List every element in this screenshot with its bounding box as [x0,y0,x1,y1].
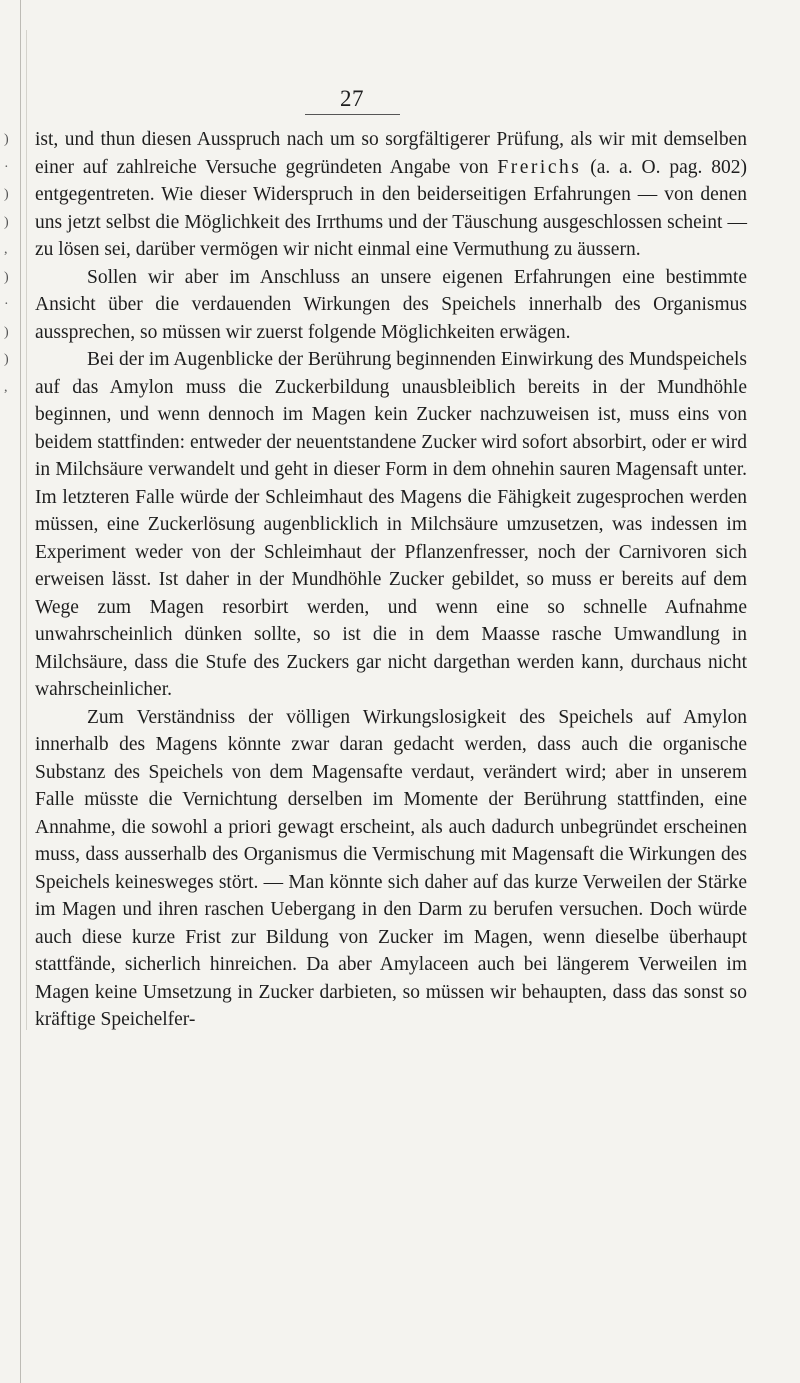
paragraph-4: Zum Verständniss der völligen Wirkungslosigkeit des Speichels auf Amylon innerhalb des Magens könnte zwar daran gedacht werden, dass auch die organische Substanz des Speichels von dem Magensafte verdaut, verändert wird; aber in unserem Falle müsste die Vernichtung derselben im Momente der Berührung stattfinden, eine Annahme, die sowohl a priori gewagt erscheint, als auch dadurch unbegründet erscheinen muss, dass ausserhalb des Organismus die Vermischung mit Magensaft die Wirkungen des Speichels keinesweges stört. — Man könnte sich daher auf das kurze Verweilen der Stärke im Magen und ihren raschen Uebergang in den Darm zu berufen versuchen. Doch würde auch diese kurze Frist zur Bildung von Zucker im Magen, wenn dieselbe überhaupt stattfände, sicherlich hinreichen. Da aber Amylaceen auch bei längerem Verweilen im Magen keine Umsetzung in Zucker darbieten, so müssen wir behaupten, dass das sonst so kräftige Speichelfer- [35,706,747,1030]
margin-mark: ) [4,352,9,367]
margin-mark: ) [4,269,9,285]
margin-mark: ) [4,324,9,340]
page-number-rule [305,114,400,115]
paragraph-1 [35,126,747,264]
paragraph-1-text-before: ist, und thun diesen Ausspruch nach um so sorgfältigerer Prüfung, als wir mit demselben einer auf zahlreiche Versuche gegründeten Angabe von [35,129,747,178]
margin-mark: ) [4,187,9,202]
paragraph-1-text-after: (a. a. O. pag. 802) entgegentreten. Wie dieser Widerspruch in den beiderseitigen Erfahrungen — von denen uns jetzt selbst die Möglichkeit des Irrthums und der Täuschung ausgeschlossen scheint — zu lösen sei, darüber vermögen wir nicht einmal eine Vermuthung zu äussern. [35,156,747,260]
paragraph-2: Sollen wir aber im Anschluss an unsere eigenen Erfahrungen eine bestimmte Ansicht über die verdauenden Wirkungen des Speichels innerhalb des Organismus aussprechen, so müssen wir zuerst folgende Möglichkeiten erwägen. [35,266,747,343]
margin-mark: · [4,159,9,175]
margin-mark: ) [4,214,9,230]
gutter-shadow-line [26,30,27,1030]
page-body [35,126,747,1034]
margin-mark: , [4,379,8,395]
gutter-line [20,0,21,1383]
page-number: 27 [340,86,364,111]
margin-marks [4,126,16,401]
margin-mark: ) [4,132,9,147]
margin-mark: , [4,242,8,257]
author-name-emphasis: Frerichs [497,156,582,178]
margin-mark: · [4,297,9,312]
paragraph-3: Bei der im Augenblicke der Berührung beginnenden Einwirkung des Mundspeichels auf das Amylon muss die Zuckerbildung unausbleiblich bereits in der Mundhöhle beginnen, und wenn dennoch im Magen kein Zucker nachzuweisen ist, muss eins von beidem stattfinden: entweder der neuentstandene Zucker wird sofort absorbirt, oder er wird in Milchsäure verwandelt und geht in dieser Form in dem ohnehin sauren Magensaft unter. Im letzteren Falle würde der Schleimhaut des Magens die Fähigkeit zugesprochen werden müssen, eine Zuckerlösung augenblicklich in Milchsäure umzusetzen, was indessen im Experiment weder von der Schleimhaut der Pflanzenfresser, noch der Carnivoren sich erweisen lässt. Ist daher in der Mundhöhle Zucker gebildet, so muss er bereits auf dem Wege zum Magen resorbirt werden, und wenn eine so schnelle Aufnahme unwahrscheinlich dünken sollte, so ist die in dem Maasse rasche Umwandlung in Milchsäure, dass die Stufe des Zuckers gar nicht dargethan werden kann, durchaus nicht wahrscheinlicher. [35,349,747,700]
